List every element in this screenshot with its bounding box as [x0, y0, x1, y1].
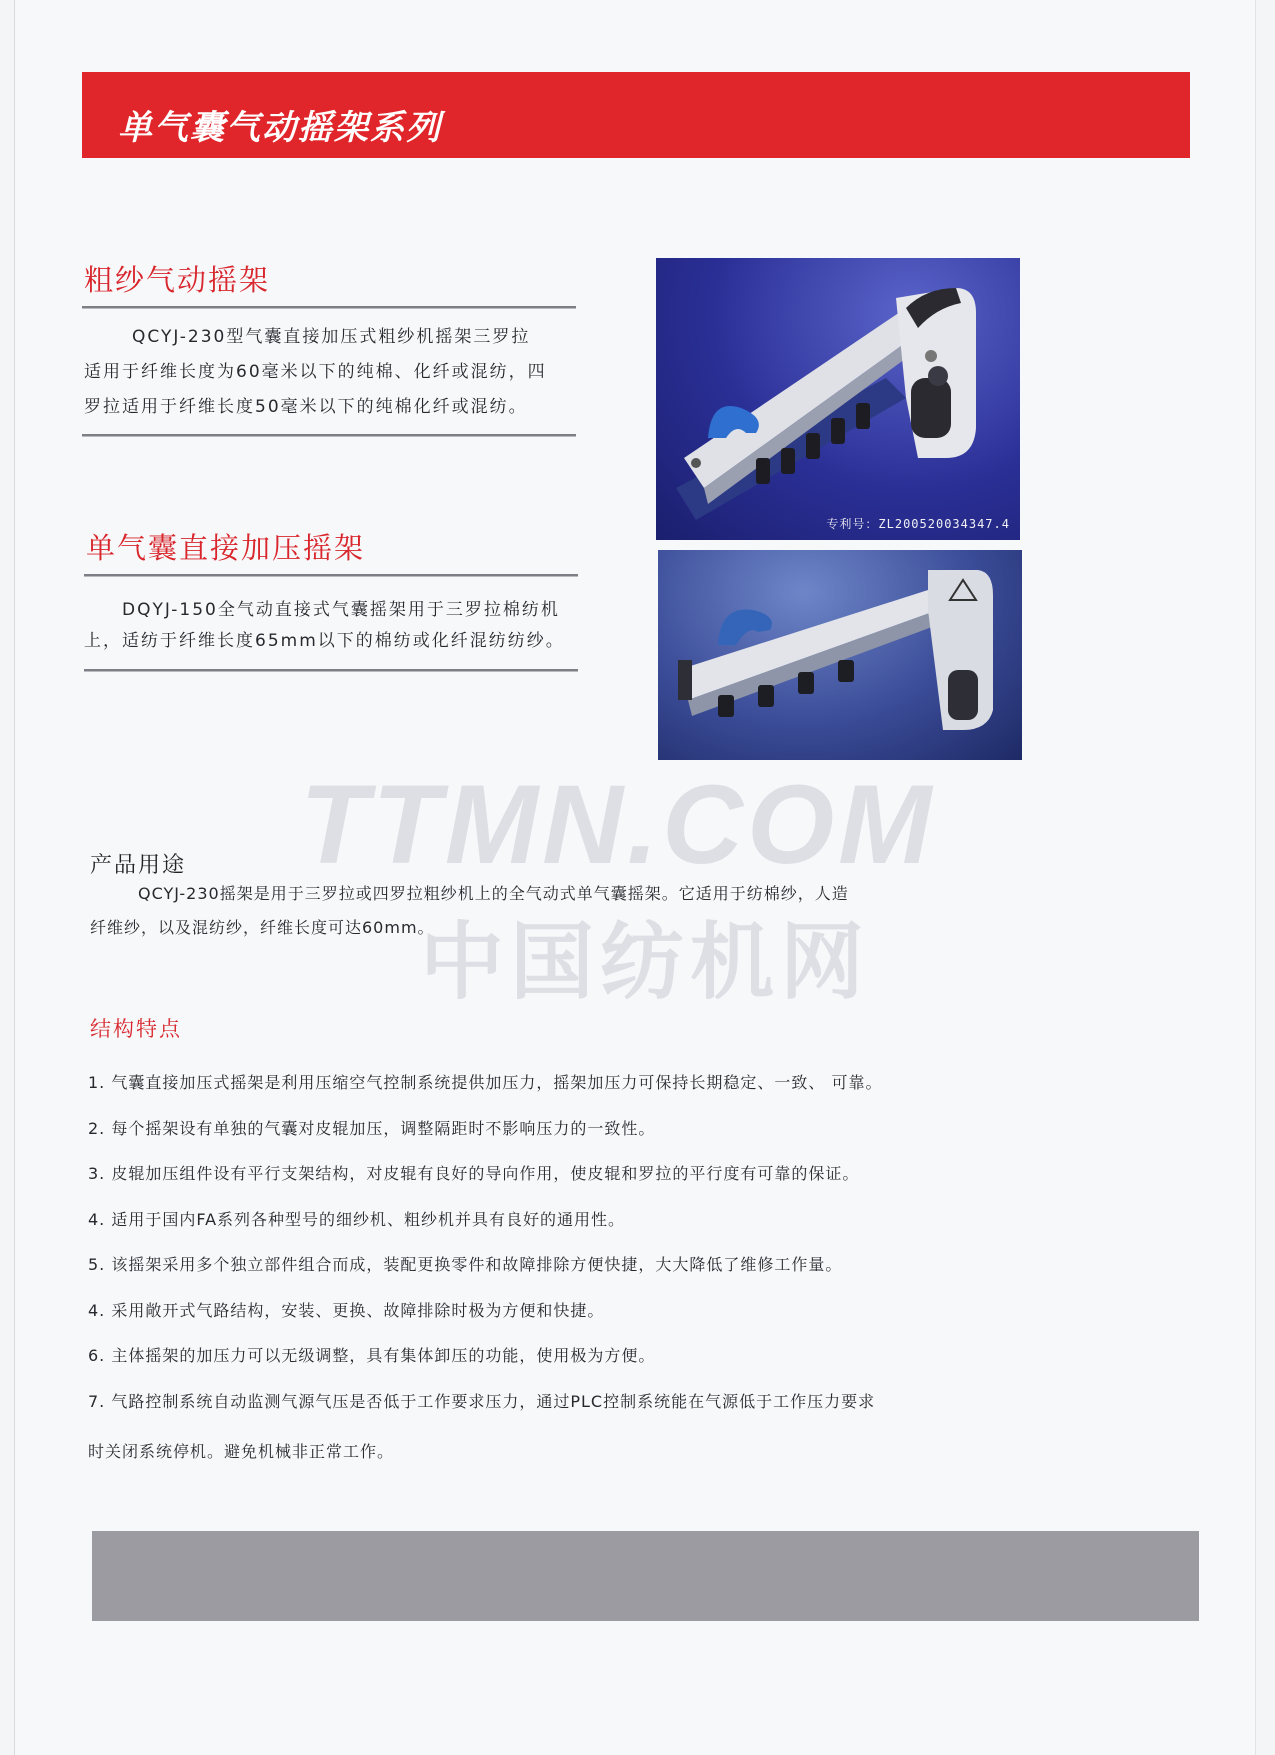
section1-line-3: 罗拉适用于纤维长度50毫米以下的纯棉化纤或混纺。 [84, 397, 528, 417]
airbag-cradle-photo [658, 550, 1022, 760]
patent-number: 专利号：ZL200520034347.4 [826, 517, 1010, 531]
features-list [88, 1070, 1028, 1434]
feature-item-2: 2. 每个摇架设有单独的气囊对皮辊加压，调整隔距时不影响压力的一致性。 [88, 1118, 656, 1138]
feature-item-5: 5. 该摇架采用多个独立部件组合而成，装配更换零件和故障排除方便快捷，大大降低了维修工作量。 [88, 1255, 843, 1274]
section2-title: 单气囊直接加压摇架 [86, 531, 366, 565]
roving-cradle-photo [656, 258, 1020, 540]
usage-line-1: QCYJ-230摇架是用于三罗拉或四罗拉粗纱机上的全气动式单气囊摇架。它适用于纺棉纱，人造 [138, 884, 849, 903]
section2-line-1: DQYJ-150全气动直接式气囊摇架用于三罗拉棉纺机 [122, 600, 560, 620]
section2-bottom-rule [84, 669, 578, 672]
features-title: 结构特点 [90, 1017, 182, 1041]
section1-top-rule [82, 306, 576, 309]
usage-line-2: 纤维纱，以及混纺纱，纤维长度可达60mm。 [90, 918, 435, 937]
feature-item-4: 4. 适用于国内FA系列各种型号的细纱机、粗纱机并具有良好的通用性。 [88, 1209, 626, 1229]
section2-top-rule [84, 574, 578, 577]
watermark-cn: 中国纺机网 [420, 913, 871, 1011]
feature-item-1: 1. 气囊直接加压式摇架是利用压缩空气控制系统提供加压力，摇架加压力可保持长期稳定、一致、 可靠。 [88, 1073, 883, 1092]
roving-cradle-illustration [656, 258, 1020, 540]
feature-item-7: 6. 主体摇架的加压力可以无级调整，具有集体卸压的功能，使用极为方便。 [88, 1346, 656, 1365]
feature-item-8: 7. 气路控制系统自动监测气源气压是否低于工作要求压力，通过PLC控制系统能在气源低于工作压力要求 [88, 1391, 876, 1411]
airbag-cradle-illustration [658, 550, 1022, 760]
feature-item-6: 4. 采用敞开式气路结构，安装、更换、故障排除时极为方便和快捷。 [88, 1300, 605, 1320]
footer-bar [92, 1531, 1199, 1621]
usage-title: 产品用途 [90, 853, 187, 878]
section1-line-2: 适用于纤维长度为60毫米以下的纯棉、化纤或混纺，四 [84, 362, 547, 382]
banner-title: 单气囊气动摇架系列 [118, 108, 442, 148]
feature-item-3: 3. 皮辊加压组件设有平行支架结构，对皮辊有良好的导向作用，使皮辊和罗拉的平行度有可靠的保证。 [88, 1164, 860, 1183]
section1-line-1: QCYJ-230型气囊直接加压式粗纱机摇架三罗拉 [132, 327, 531, 347]
section1-title: 粗纱气动摇架 [84, 263, 271, 297]
feature-item-8-continued: 时关闭系统停机。避免机械非正常工作。 [88, 1442, 395, 1461]
section1-bottom-rule [82, 434, 576, 437]
section2-line-2: 上，适纺于纤维长度65mm以下的棉纺或化纤混纺纺纱。 [84, 631, 565, 651]
watermark-en: TTMN.COM [300, 762, 936, 887]
